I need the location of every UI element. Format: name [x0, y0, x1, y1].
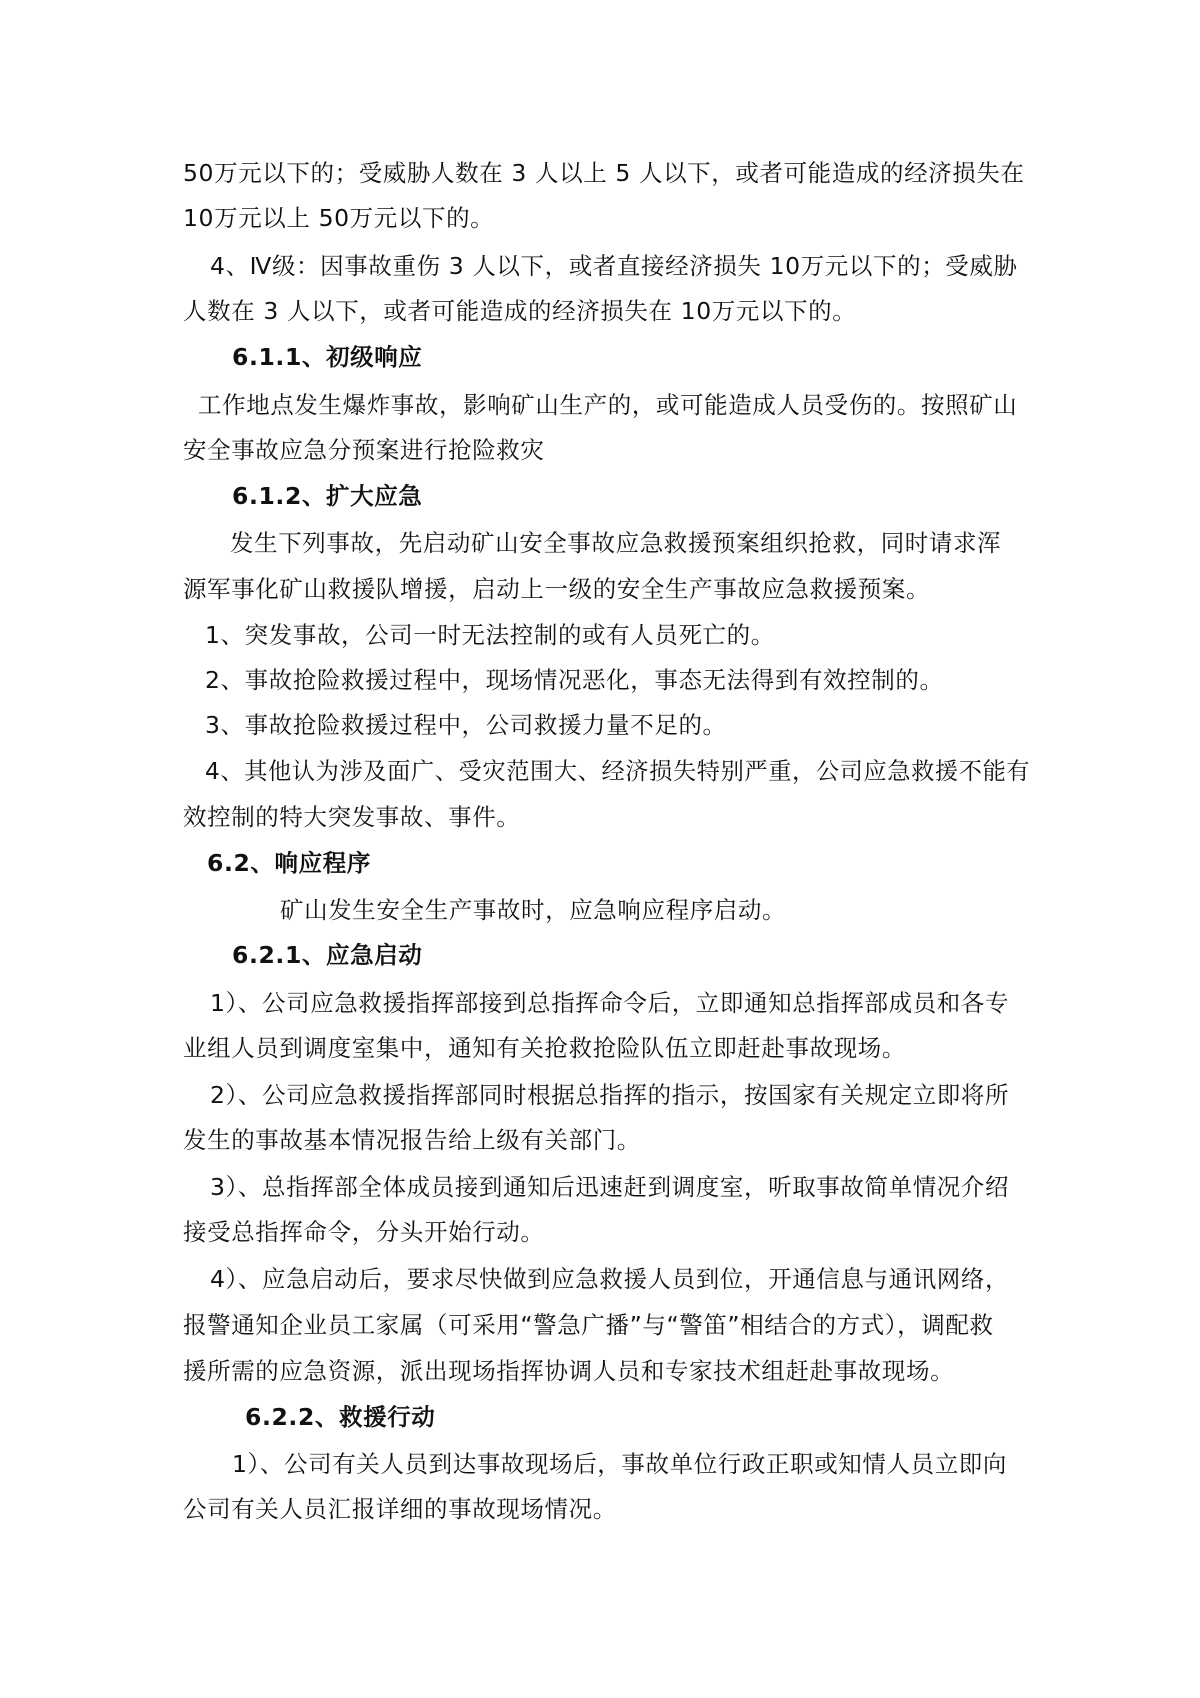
- body-line: 公司有关人员汇报详细的事故现场情况。: [183, 1495, 617, 1523]
- body-line: 3）、总指挥部全体成员接到通知后迅速赶到调度室，听取事故简单情况介绍: [210, 1173, 1010, 1201]
- section-heading: 6.1.2、扩大应急: [232, 482, 423, 510]
- section-heading: 6.2.1、应急启动: [232, 941, 423, 969]
- body-line: 效控制的特大突发事故、事件。: [183, 803, 521, 831]
- body-line: 1）、公司有关人员到达事故现场后，事故单位行政正职或知情人员立即向: [232, 1450, 1008, 1478]
- body-line: 接受总指挥命令，分头开始行动。: [183, 1218, 545, 1246]
- body-line: 援所需的应急资源，派出现场指挥协调人员和专家技术组赶赴事故现场。: [183, 1357, 955, 1385]
- body-line: 源军事化矿山救援队增援，启动上一级的安全生产事故应急救援预案。: [183, 575, 931, 603]
- section-heading: 6.2.2、救援行动: [245, 1403, 436, 1431]
- body-line: 3、事故抢险救援过程中，公司救援力量不足的。: [205, 711, 727, 739]
- body-line: 4）、应急启动后，要求尽快做到应急救援人员到位，开通信息与通讯网络，: [210, 1265, 1010, 1293]
- body-line: 业组人员到调度室集中，通知有关抢救抢险队伍立即赶赴事故现场。: [183, 1034, 906, 1062]
- body-line: 1、突发事故，公司一时无法控制的或有人员死亡的。: [205, 621, 775, 649]
- section-heading: 6.1.1、初级响应: [232, 343, 423, 371]
- body-line: 4、其他认为涉及面广、受灾范围大、经济损失特别严重，公司应急救援不能有: [205, 758, 1031, 785]
- section-heading: 6.2、响应程序: [207, 849, 371, 877]
- body-line: 1）、公司应急救援指挥部接到总指挥命令后，立即通知总指挥部成员和各专: [210, 989, 1010, 1017]
- body-line: 安全事故应急分预案进行抢险救灾: [183, 436, 545, 464]
- body-line: 50万元以下的；受威胁人数在 3 人以上 5 人以下，或者可能造成的经济损失在: [183, 159, 1025, 187]
- body-line: 工作地点发生爆炸事故，影响矿山生产的，或可能造成人员受伤的。按照矿山: [198, 391, 1018, 419]
- body-line: 报警通知企业员工家属（可采用“警急广播”与“警笛”相结合的方式），调配救: [183, 1311, 994, 1339]
- body-line: 人数在 3 人以下，或者可能造成的经济损失在 10万元以下的。: [183, 297, 857, 325]
- body-line: 10万元以上 50万元以下的。: [183, 204, 495, 232]
- body-line: 2、事故抢险救援过程中，现场情况恶化，事态无法得到有效控制的。: [205, 666, 944, 694]
- body-line: 发生的事故基本情况报告给上级有关部门。: [183, 1126, 641, 1154]
- body-line: 发生下列事故，先启动矿山安全事故应急救援预案组织抢救，同时请求浑: [230, 529, 1002, 557]
- body-line: 4、Ⅳ级：因事故重伤 3 人以下，或者直接经济损失 10万元以下的；受威胁: [210, 252, 1018, 280]
- body-line: 矿山发生安全生产事故时，应急响应程序启动。: [280, 896, 787, 924]
- body-line: 2）、公司应急救援指挥部同时根据总指挥的指示，按国家有关规定立即将所: [210, 1081, 1010, 1109]
